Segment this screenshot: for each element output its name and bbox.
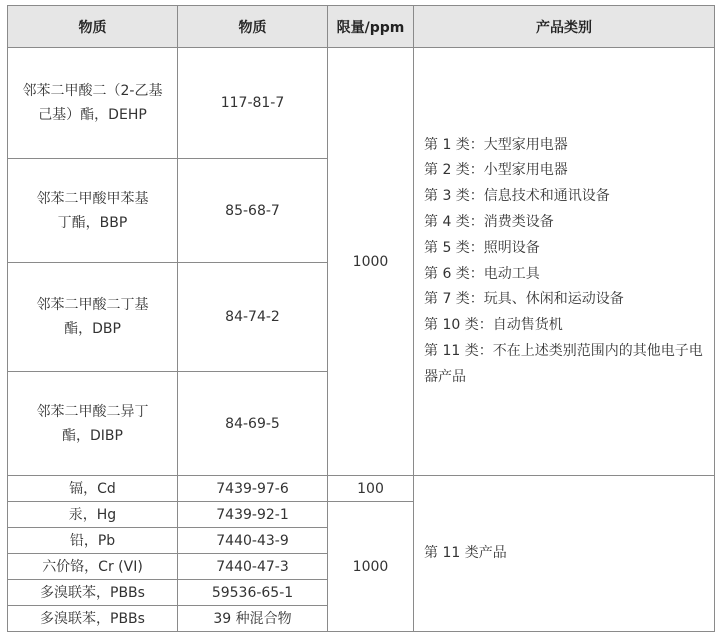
cas-number: 7439-97-6: [178, 476, 328, 502]
category-item: 第 5 类：照明设备: [424, 239, 540, 256]
substance-name: 镉，Cd: [8, 476, 178, 502]
substance-name: 邻苯二甲酸二（2-乙基己基）酯，DEHP: [8, 48, 178, 159]
product-category-list: [414, 48, 715, 476]
cas-number: 84-74-2: [178, 263, 328, 372]
table-row: [8, 48, 715, 159]
cas-number: 7439-92-1: [178, 502, 328, 528]
cas-number: 84-69-5: [178, 372, 328, 476]
limit-value: 100: [328, 476, 414, 502]
limit-value: 1000: [328, 48, 414, 476]
cas-number: 117-81-7: [178, 48, 328, 159]
header-category: 产品类别: [414, 6, 715, 48]
table-row: [8, 476, 715, 502]
cas-number: 7440-43-9: [178, 528, 328, 554]
category-item: 第 2 类：小型家用电器: [424, 162, 568, 179]
limit-value: 1000: [328, 502, 414, 632]
substance-limits-table: [7, 5, 715, 632]
product-category: [414, 476, 715, 632]
category-item: 第 4 类：消费类设备: [424, 213, 554, 230]
cas-number: 7440-47-3: [178, 554, 328, 580]
category-item: 第 6 类：电动工具: [424, 265, 540, 282]
header-cas: 物质: [178, 6, 328, 48]
category-item: 第 10 类：自动售货机: [424, 317, 563, 334]
cas-number: 59536-65-1: [178, 580, 328, 606]
cas-number: 85-68-7: [178, 159, 328, 263]
cas-number: 39 种混合物: [178, 606, 328, 632]
substance-name: 六价铬，Cr (VI): [8, 554, 178, 580]
substance-name: 多溴联苯，PBBs: [8, 580, 178, 606]
category-item: 第 11 类：不在上述类别范围内的其他电子电器产品: [424, 342, 703, 385]
substance-name: 铅，Pb: [8, 528, 178, 554]
header-limit: 限量/ppm: [328, 6, 414, 48]
category-item: 第 3 类：信息技术和通讯设备: [424, 188, 610, 205]
substance-name: 多溴联苯，PBBs: [8, 606, 178, 632]
substance-name: 邻苯二甲酸甲苯基丁酯，BBP: [8, 159, 178, 263]
header-substance: 物质: [8, 6, 178, 48]
category-item: 第 11 类产品: [424, 544, 507, 561]
substance-name: 汞，Hg: [8, 502, 178, 528]
header-row: [8, 6, 715, 48]
category-item: 第 1 类：大型家用电器: [424, 136, 568, 153]
category-item: 第 7 类：玩具、休闲和运动设备: [424, 291, 624, 308]
substance-name: 邻苯二甲酸二丁基酯，DBP: [8, 263, 178, 372]
substance-name: 邻苯二甲酸二异丁酯，DIBP: [8, 372, 178, 476]
